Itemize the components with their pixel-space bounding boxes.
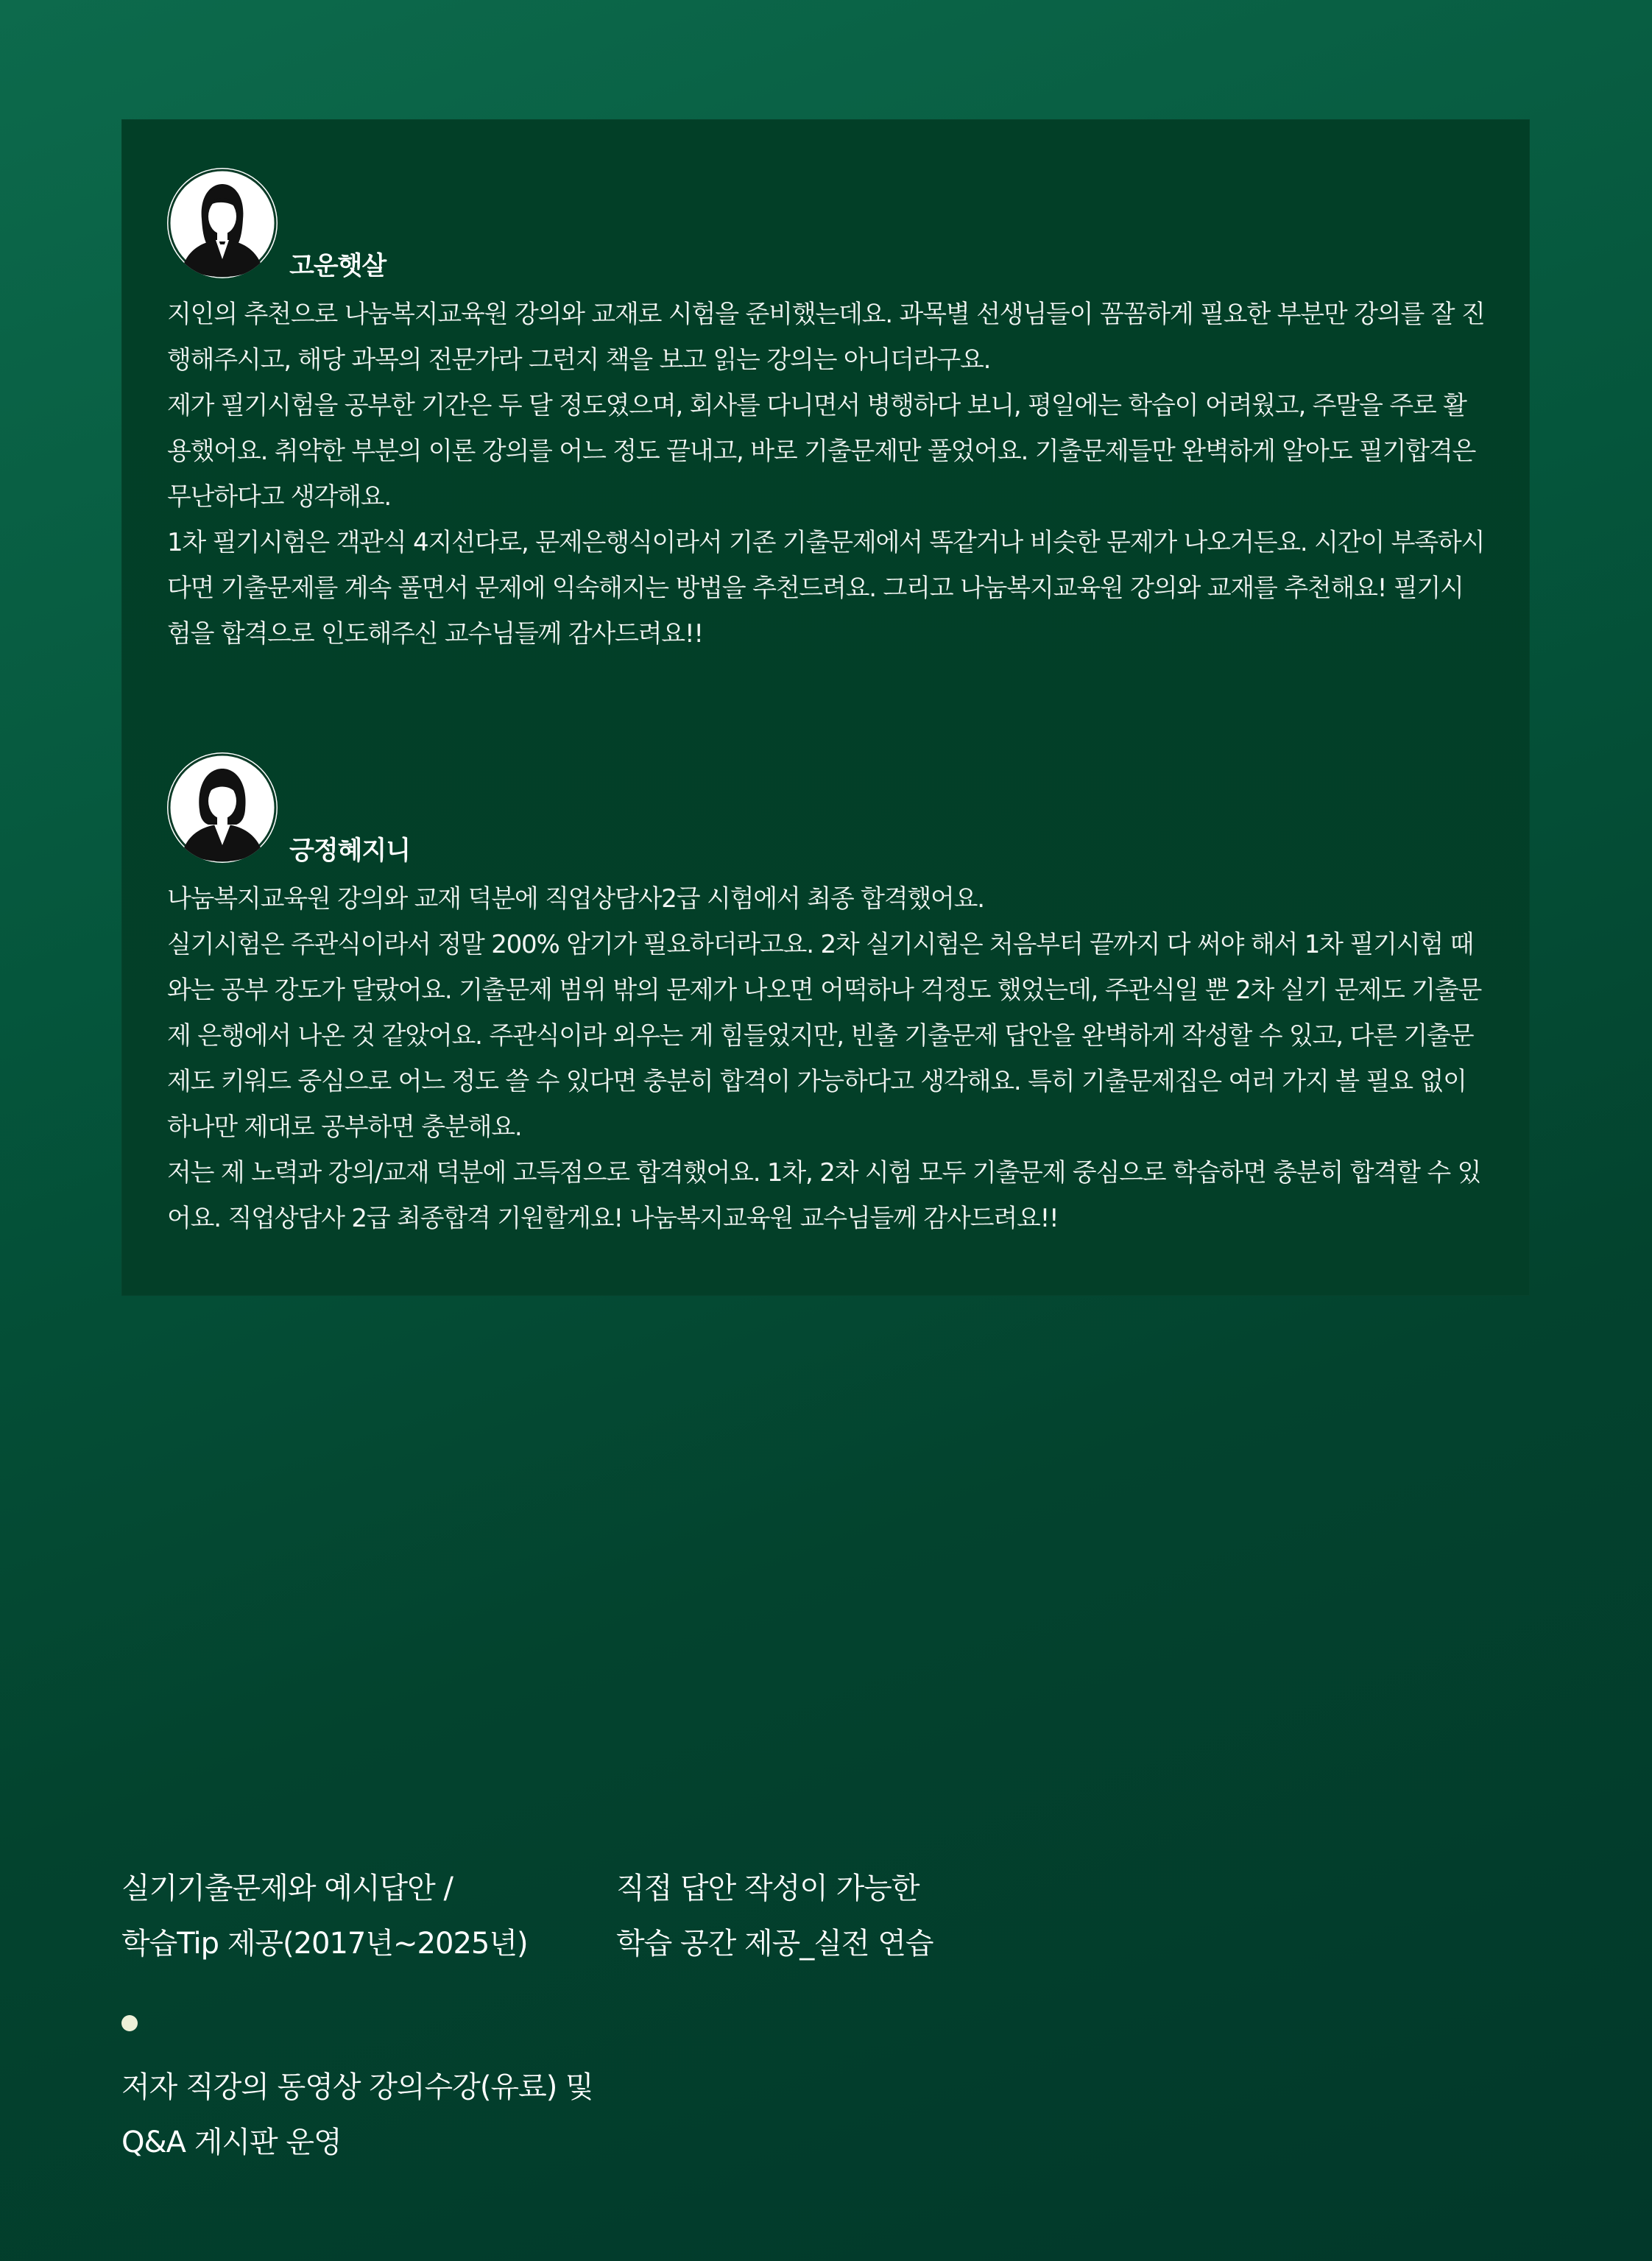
review-text — [167, 876, 1485, 1241]
feature-line: 학습 공간 제공_실전 연습 — [616, 1927, 933, 1961]
review-header — [167, 752, 1485, 870]
bullet-dot-icon — [121, 2015, 138, 2031]
woman-avatar-icon — [167, 168, 278, 278]
feature-line: 학습Tip 제공(2017년~2025년) — [121, 1927, 528, 1961]
review-paragraph: 실기시험은 주관식이라서 정말 200% 암기가 필요하더라고요. 2차 실기시험은 처음부터 끝까지 다 써야 해서 1차 필기시험 때와는 공부 강도가 달랐어요. 기출문제 범위 밖의 문제가 나오면 어떡하나 걱정도 했었는데, 주관식일 뿐 2차 실기 문제도 기출문제 은행에서 나온 것 같았어요. 주관식이라 외우는 게 힘들었지만, 빈출 기출문제 답안을 완벽하게 작성할 수 있고, 다른 기출문제도 키워드 중심으로 어느 정도 쓸 수 있다면 충분히 합격이 가능하다고 생각해요. 특히 기출문제집은 여러 가지 볼 필요 없이 하나만 제대로 공부하면 충분해요. — [167, 930, 1482, 1142]
feature-item — [121, 2060, 593, 2170]
review-paragraph: 저는 제 노력과 강의/교재 덕분에 고득점으로 합격했어요. 1차, 2차 시험 모두 기출문제 중심으로 학습하면 충분히 합격할 수 있어요. 직업상담사 2급 최종합격 기원할게요! 나눔복지교육원 교수님들께 감사드려요!! — [167, 1158, 1481, 1233]
review-paragraph: 지인의 추천으로 나눔복지교육원 강의와 교재로 시험을 준비했는데요. 과목별 선생님들이 꼼꼼하게 필요한 부분만 강의를 잘 진행해주시고, 해당 과목의 전문가라 그런지 책을 보고 읽는 강의는 아니더라구요. — [167, 300, 1485, 375]
feature-line: Q&A 게시판 운영 — [121, 2126, 342, 2159]
review-box — [121, 119, 1530, 1296]
reviewer-name: 긍정혜지니 — [289, 836, 411, 866]
woman-avatar-icon — [167, 752, 278, 863]
feature-item — [616, 1861, 933, 1972]
feature-line: 저자 직강의 동영상 강의수강(유료) 및 — [121, 2070, 593, 2104]
review-paragraph: 1차 필기시험은 객관식 4지선다로, 문제은행식이라서 기존 기출문제에서 똑같거나 비슷한 문제가 나오거든요. 시간이 부족하시다면 기출문제를 계속 풀면서 문제에 익숙해지는 방법을 추천드려요. 그리고 나눔복지교육원 강의와 교재를 추천해요! 필기시험을 합격으로 인도해주신 교수님들께 감사드려요!! — [167, 528, 1485, 649]
feature-line: 실기기출문제와 예시답안 / — [121, 1872, 453, 1905]
feature-line: 직접 답안 작성이 가능한 — [616, 1872, 919, 1905]
reviewer-name: 고운햇살 — [289, 252, 386, 281]
review-item — [167, 752, 1485, 1241]
review-header — [167, 168, 1485, 286]
review-paragraph: 제가 필기시험을 공부한 기간은 두 달 정도였으며, 회사를 다니면서 병행하다 보니, 평일에는 학습이 어려웠고, 주말을 주로 활용했어요. 취약한 부분의 이론 강의를 어느 정도 끝내고, 바로 기출문제만 풀었어요. 기출문제들만 완벽하게 알아도 필기합격은 무난하다고 생각해요. — [167, 391, 1476, 512]
feature-item — [121, 1861, 528, 1972]
review-item — [167, 168, 1485, 657]
review-text — [167, 292, 1485, 657]
review-paragraph: 나눔복지교육원 강의와 교재 덕분에 직업상담사2급 시험에서 최종 합격했어요. — [167, 884, 984, 914]
